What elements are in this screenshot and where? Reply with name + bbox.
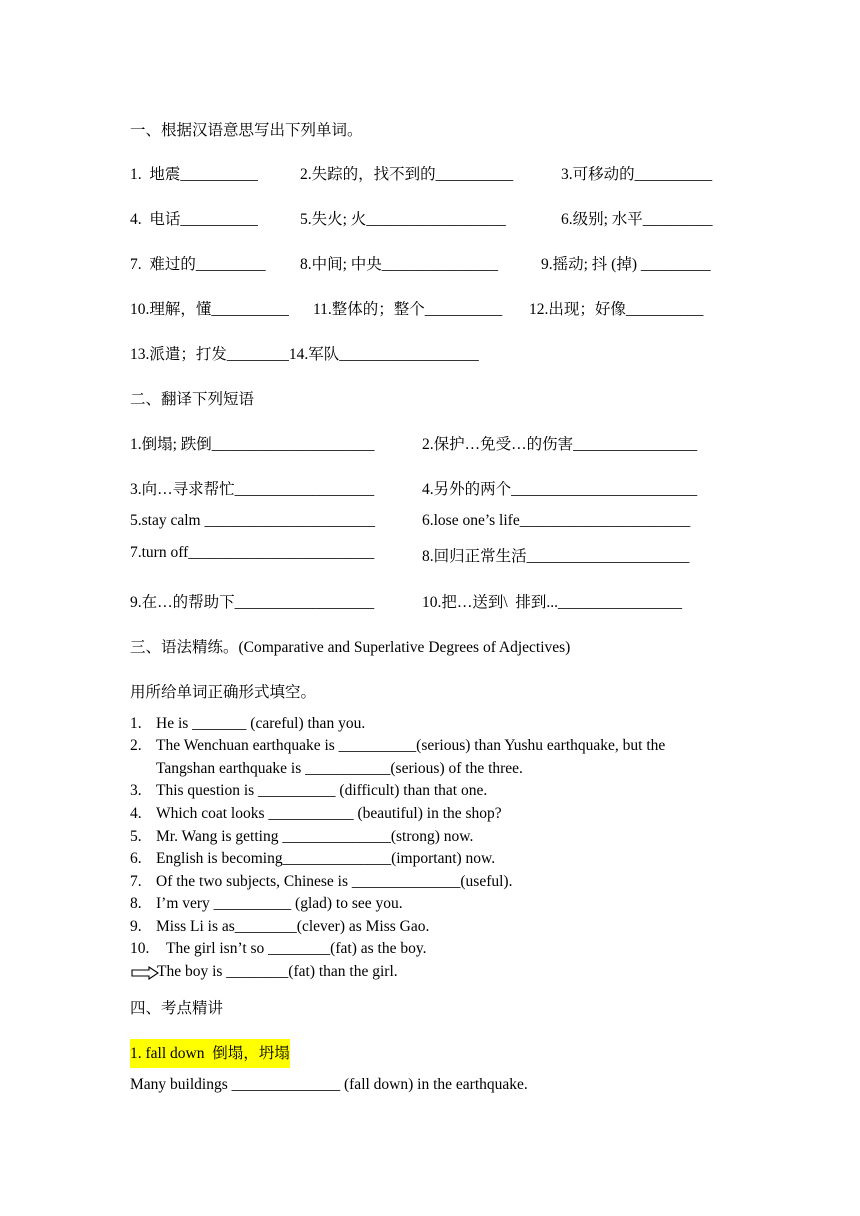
- s3-num-8: 8.: [130, 895, 142, 912]
- section1-heading: 一、根据汉语意思写出下列单词。: [130, 122, 363, 139]
- s2-item-1: 1.倒塌; 跌倒_____________________: [130, 436, 375, 453]
- s3-num-3: 3.: [130, 782, 142, 799]
- s3-num-1: 1.: [130, 715, 142, 732]
- highlighted-point-label: 1. fall down 倒塌，坍塌: [130, 1039, 290, 1068]
- s3-text-2-cont: Tangshan earthquake is ___________(serious) of the three.: [156, 760, 523, 777]
- section3-heading: 三、语法精练。(Comparative and Superlative Degrees of Adjectives): [130, 639, 571, 656]
- s1-item-13-14: 13.派遣；打发________14.军队__________________: [130, 346, 479, 363]
- s3-arrow-item: The boy is ________(fat) than the girl.: [157, 963, 398, 980]
- s1-item-3: 3.可移动的__________: [561, 166, 713, 183]
- s2-item-6: 6.lose one’s life______________________: [422, 512, 691, 529]
- s3-text-10: The girl isn’t so ________(fat) as the boy.: [166, 940, 427, 957]
- s2-item-3: 3.向…寻求帮忙__________________: [130, 481, 375, 498]
- s2-item-7: 7.turn off________________________: [130, 544, 375, 561]
- right-arrow-icon: [131, 966, 159, 980]
- s3-num-10: 10.: [130, 940, 150, 957]
- s1-item-5: 5.失火; 火__________________: [300, 211, 506, 228]
- s2-item-9: 9.在…的帮助下__________________: [130, 594, 375, 611]
- s3-text-3: This question is __________ (difficult) than that one.: [156, 782, 488, 799]
- s1-item-1: 1. 地震__________: [130, 166, 258, 183]
- s1-item-2: 2.失踪的，找不到的__________: [300, 166, 514, 183]
- s1-item-8: 8.中间; 中央_______________: [300, 256, 499, 273]
- s2-item-5: 5.stay calm ______________________: [130, 512, 375, 529]
- s1-item-12: 12.出现；好像__________: [529, 301, 704, 318]
- s3-text-2: The Wenchuan earthquake is __________(serious) than Yushu earthquake, but the: [156, 737, 666, 754]
- s1-item-10: 10.理解，懂__________: [130, 301, 289, 318]
- s1-item-7: 7. 难过的_________: [130, 256, 266, 273]
- s1-item-9: 9.摇动; 抖 (掉) _________: [541, 256, 711, 273]
- s3-num-6: 6.: [130, 850, 142, 867]
- section4-example: Many buildings ______________ (fall down) in the earthquake.: [130, 1076, 528, 1093]
- s3-text-6: English is becoming______________(important) now.: [156, 850, 496, 867]
- s3-text-9: Miss Li is as________(clever) as Miss Gao.: [156, 918, 430, 935]
- s3-text-1: He is _______ (careful) than you.: [156, 715, 366, 732]
- s2-item-8: 8.回归正常生活_____________________: [422, 548, 690, 565]
- s3-text-4: Which coat looks ___________ (beautiful) in the shop?: [156, 805, 502, 822]
- section2-heading: 二、翻译下列短语: [130, 391, 255, 408]
- s3-text-8: I’m very __________ (glad) to see you.: [156, 895, 403, 912]
- s3-num-9: 9.: [130, 918, 142, 935]
- s3-text-7: Of the two subjects, Chinese is ______________(useful).: [156, 873, 513, 890]
- s3-num-7: 7.: [130, 873, 142, 890]
- s2-item-4: 4.另外的两个________________________: [422, 481, 698, 498]
- s3-text-5: Mr. Wang is getting ______________(strong) now.: [156, 828, 474, 845]
- s3-num-5: 5.: [130, 828, 142, 845]
- section4-heading: 四、考点精讲: [130, 1000, 224, 1017]
- s2-item-2: 2.保护…免受…的伤害________________: [422, 436, 698, 453]
- section4-point: [130, 1041, 290, 1063]
- s1-item-11: 11.整体的；整个__________: [313, 301, 503, 318]
- s1-item-6: 6.级别; 水平_________: [561, 211, 713, 228]
- s3-num-4: 4.: [130, 805, 142, 822]
- s2-item-10: 10.把…送到\ 排到...________________: [422, 594, 683, 611]
- section3-instruction: 用所给单词正确形式填空。: [130, 684, 317, 701]
- s1-item-4: 4. 电话__________: [130, 211, 258, 228]
- s3-num-2: 2.: [130, 737, 142, 754]
